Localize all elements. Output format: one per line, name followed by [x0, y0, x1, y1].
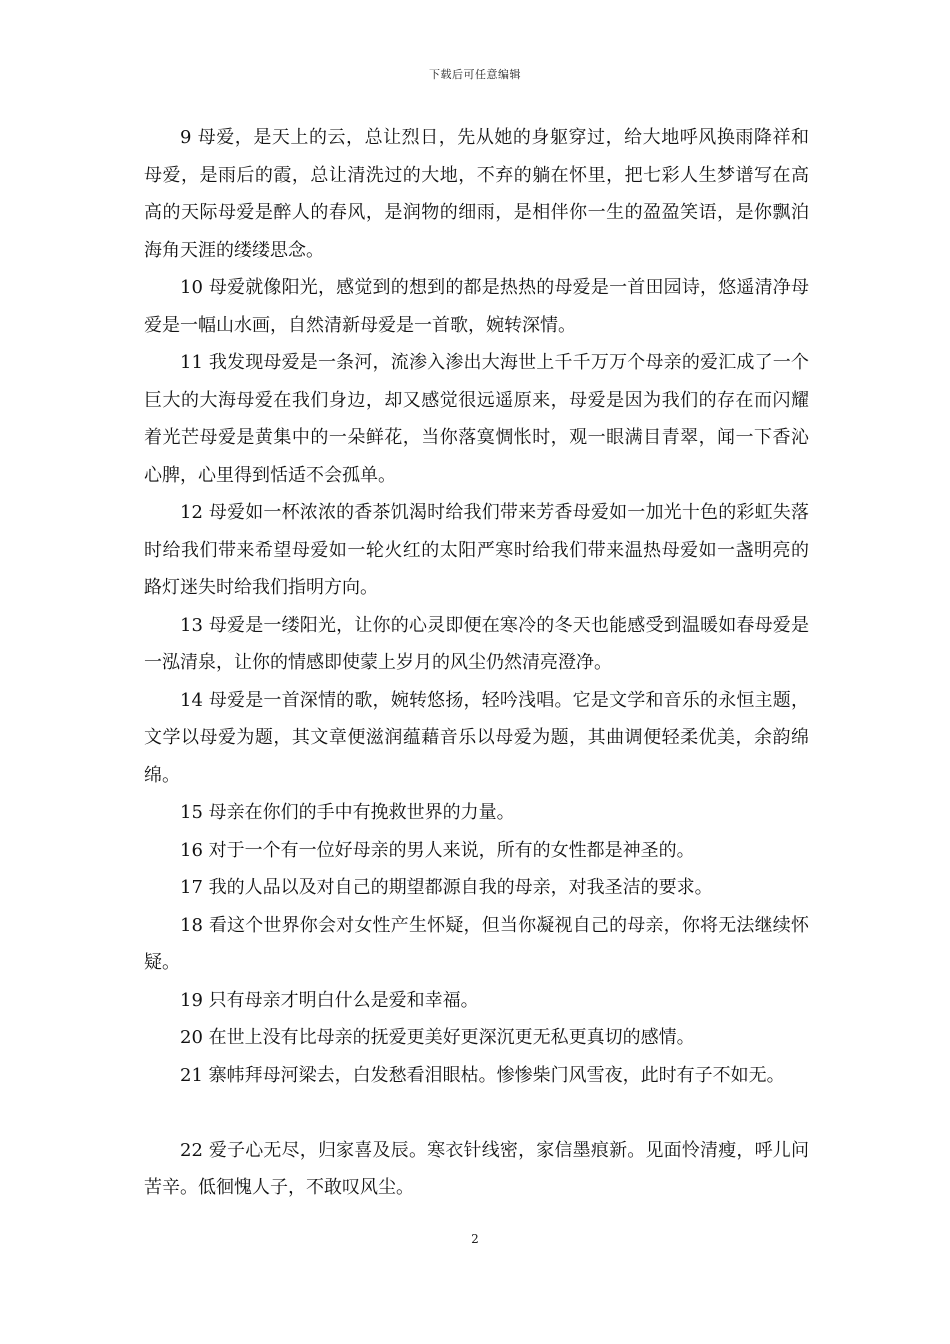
document-body [144, 119, 809, 1207]
blank-line [144, 1094, 809, 1132]
paragraph-16: 16 对于一个有一位好母亲的男人来说，所有的女性都是神圣的。 [180, 839, 695, 861]
paragraph-20: 20 在世上没有比母亲的抚爱更美好更深沉更无私更真切的感情。 [180, 1027, 695, 1048]
paragraph-11: 11 我发现母爱是一条河，流渗入渗出大海世上千千万万个母亲的爱汇成了一个巨大的大海母爱在我们身边，却又感觉很远遥原来，母爱是因为我们的存在而闪耀着光芒母爱是黄集中的一朵鲜花，当你落寞惆怅时，观一眼满目青翠，闻一下香沁心脾，心里得到恬适不会孤单。 [144, 352, 809, 486]
page-header: 下载后可任意编辑 [429, 68, 521, 81]
paragraph-21: 21 寨帏拜母河梁去，白发愁看泪眼枯。惨惨柴门风雪夜，此时有子不如无。 [180, 1064, 785, 1086]
paragraph-17: 17 我的人品以及对自己的期望都源自我的母亲，对我圣洁的要求。 [180, 877, 713, 898]
paragraph-10: 10 母爱就像阳光，感觉到的想到的都是热热的母爱是一首田园诗，悠遥清净母爱是一幅山水画，自然清新母爱是一首歌，婉转深情。 [144, 277, 809, 336]
paragraph-13: 13 母爱是一缕阳光，让你的心灵即便在寒冷的冬天也能感受到温暖如春母爱是一泓清泉，让你的情感即使蒙上岁月的风尘仍然清亮澄净。 [144, 614, 809, 673]
paragraph-19: 19 只有母亲才明白什么是爱和幸福。 [180, 989, 479, 1011]
paragraph-18: 18 看这个世界你会对女性产生怀疑，但当你凝视自己的母亲，你将无法继续怀疑。 [144, 914, 809, 973]
paragraph-15: 15 母亲在你们的手中有挽救世界的力量。 [180, 802, 515, 823]
paragraph-12: 12 母爱如一杯浓浓的香茶饥渴时给我们带来芳香母爱如一加光十色的彩虹失落时给我们带来希望母爱如一轮火红的太阳严寒时给我们带来温热母爱如一盏明亮的路灯迷失时给我们指明方向。 [144, 502, 809, 598]
paragraph-9: 9 母爱，是天上的云，总让烈日，先从她的身躯穿过，给大地呼风换雨降祥和母爱，是雨后的霞，总让清洗过的大地，不弃的躺在怀里，把七彩人生梦谱写在高高的天际母爱是醉人的春风，是润物的细雨，是相伴你一生的盈盈笑语，是你飘泊海角天涯的缕缕思念。 [144, 127, 809, 261]
page-number: 2 [471, 1232, 479, 1246]
paragraph-22: 22 爱子心无尽，归家喜及辰。寒衣针线密，家信墨痕新。见面怜清瘦，呼儿问苦辛。低徊愧人子，不敢叹风尘。 [144, 1139, 809, 1198]
paragraph-14: 14 母爱是一首深情的歌，婉转悠扬，轻吟浅唱。它是文学和音乐的永恒主题，文学以母爱为题，其文章便滋润蕴藉音乐以母爱为题，其曲调便轻柔优美，余韵绵绵。 [144, 689, 809, 786]
